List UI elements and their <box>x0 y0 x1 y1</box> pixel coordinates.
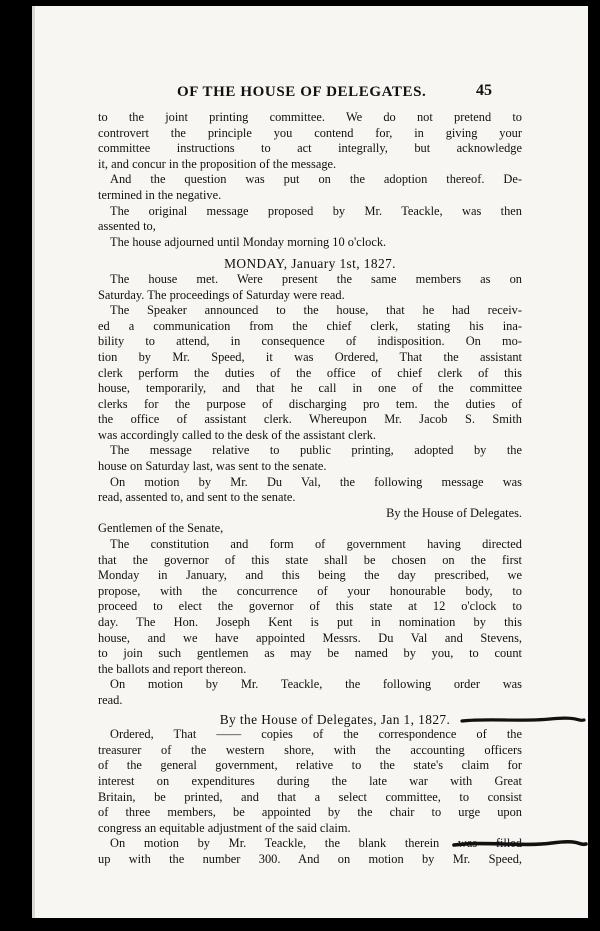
page-body <box>98 110 522 868</box>
scan-border-right <box>592 0 600 931</box>
text-line: committee instructions to act integrally, but acknowledge <box>98 141 522 156</box>
text-line: On motion by Mr. Teackle, the following order was <box>110 677 522 692</box>
text-line: the ballots and report thereon. <box>98 661 247 676</box>
text-line: The house adjourned until Monday morning 10 o'clock. <box>110 234 387 249</box>
text-line: And the question was put on the adoption thereof. De- <box>110 172 522 187</box>
text-line: proceed to elect the governor of this state at 12 o'clock to <box>98 599 522 614</box>
text-line: Ordered, That —— copies of the correspondence of the <box>110 727 522 742</box>
text-line: The Speaker announced to the house, that he had receiv- <box>110 303 522 318</box>
text-line: to join such gentlemen as may be named by you, to count <box>98 646 522 661</box>
scan-border-bottom <box>0 921 600 931</box>
text-line: house, temporarily, and that he call in one of the committee <box>98 381 522 396</box>
text-line: read. <box>98 692 123 707</box>
page-header <box>32 84 588 104</box>
text-line: house, and we have appointed Messrs. Du Val and Stevens, <box>98 630 522 645</box>
running-head: OF THE HOUSE OF DELEGATES. <box>177 84 427 100</box>
text-line: propose, with the concurrence of your honourable body, to <box>98 583 522 598</box>
text-line: the office of assistant clerk. Whereupon Mr. Jacob S. Smith <box>98 412 522 427</box>
text-line: clerks for the purpose of discharging pro tem. the duties of <box>98 396 522 411</box>
text-line: was accordingly called to the desk of the assistant clerk. <box>98 427 377 442</box>
text-line: Monday in January, and this being the day prescribed, we <box>98 568 522 583</box>
text-line: termined in the negative. <box>98 187 222 202</box>
text-line: it, and concur in the proposition of the message. <box>98 156 337 171</box>
text-line: that the governor of this state shall be chosen on the first <box>98 552 522 567</box>
page-number: 45 <box>476 82 492 99</box>
text-line: house on Saturday last, was sent to the senate. <box>98 459 327 474</box>
ink-mark-stroke <box>460 716 586 725</box>
section-heading: MONDAY, January 1st, 1827. <box>224 256 396 272</box>
text-line: Saturday. The proceedings of Saturday were read. <box>98 287 345 302</box>
text-line: of three members, be appointed by the chair to urge upon <box>98 805 522 820</box>
text-line: up with the number 300. And on motion by Mr. Speed, <box>98 851 522 866</box>
text-line: The house met. Were present the same members as on <box>110 271 522 286</box>
scanned-page <box>32 6 588 918</box>
text-line: The message relative to public printing, adopted by the <box>110 443 522 458</box>
page-edge-shadow <box>32 6 35 918</box>
text-line: On motion by Mr. Du Val, the following message was <box>110 474 522 489</box>
text-line: assented to, <box>98 219 156 234</box>
text-line: Britain, be printed, and that a select committee, to consist <box>98 789 522 804</box>
text-line: Gentlemen of the Senate, <box>98 521 224 536</box>
text-line: treasurer of the western shore, with the accounting officers <box>98 742 522 757</box>
text-line: The original message proposed by Mr. Teackle, was then <box>110 203 522 218</box>
text-line: read, assented to, and sent to the senate. <box>98 490 296 505</box>
text-line: congress an equitable adjustment of the said claim. <box>98 820 351 835</box>
text-line: By the House of Delegates. <box>386 505 522 520</box>
text-line: interest on expenditures during the late war with Great <box>98 773 522 788</box>
text-line: tion by Mr. Speed, it was Ordered, That the assistant <box>98 349 522 364</box>
text-line: On motion by Mr. Teackle, the blank therein was filled <box>110 836 522 851</box>
text-line: controvert the principle you contend for, in giving your <box>98 125 522 140</box>
text-line: bility to attend, in consequence of indisposition. On mo- <box>98 334 522 349</box>
text-line: The constitution and form of government having directed <box>110 537 522 552</box>
text-line: clerk perform the duties of the office of chief clerk of this <box>98 365 522 380</box>
text-line: of the general government, relative to the state's claim for <box>98 758 522 773</box>
text-line: ed a communication from the chief clerk, stating his ina- <box>98 318 522 333</box>
ink-mark-stroke <box>452 838 588 850</box>
text-line: to the joint printing committee. We do not pretend to <box>98 110 522 124</box>
section-heading: By the House of Delegates, Jan 1, 1827. <box>219 711 451 727</box>
text-line: day. The Hon. Joseph Kent is put in nomination by this <box>98 615 522 629</box>
